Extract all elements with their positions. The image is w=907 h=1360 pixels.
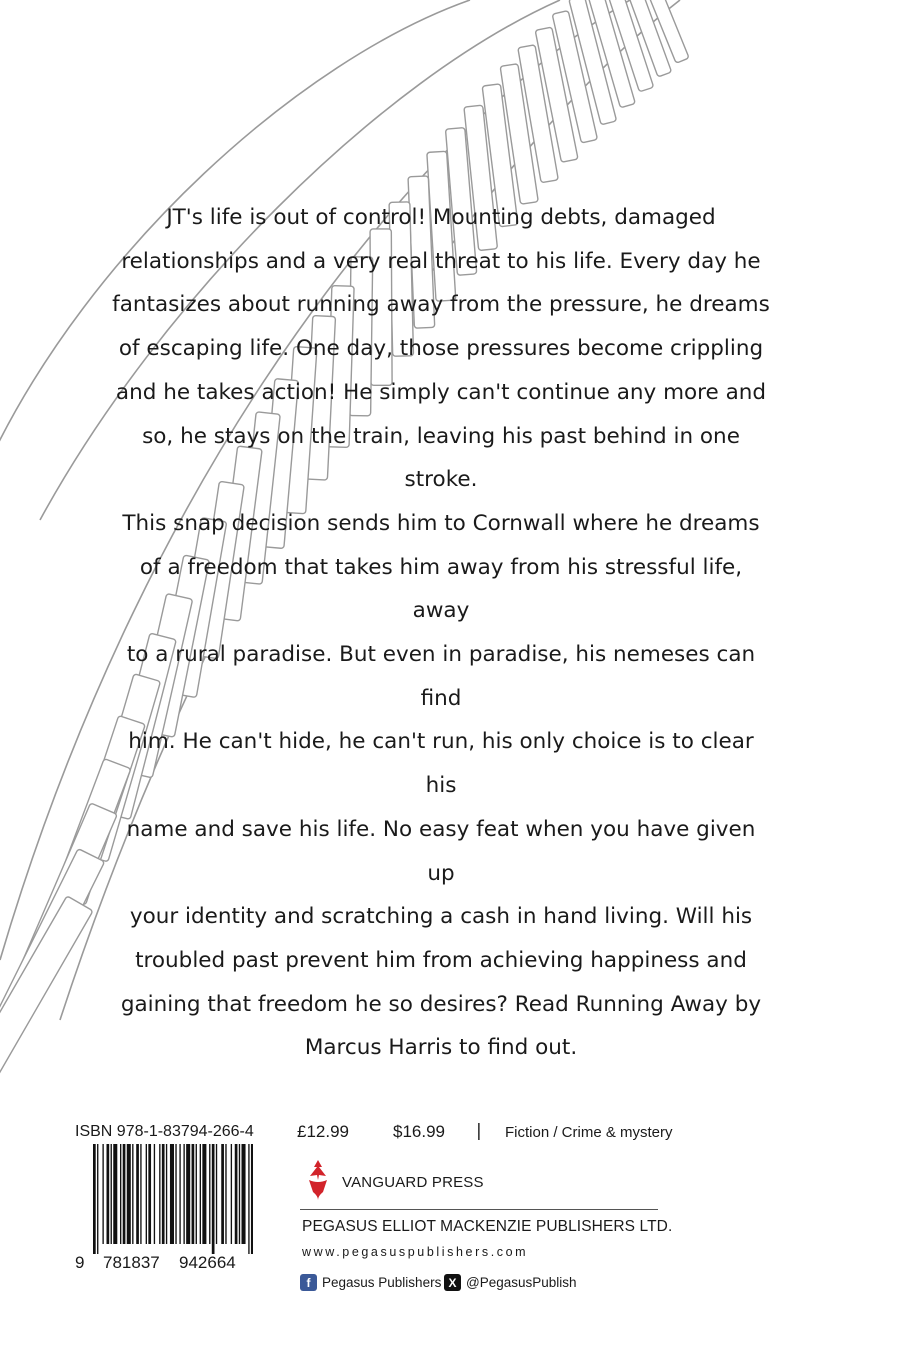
blurb-line: troubled past prevent him from achieving happiness and bbox=[135, 947, 747, 973]
publisher-name: PEGASUS ELLIOT MACKENZIE PUBLISHERS LTD. bbox=[302, 1218, 673, 1235]
barcode-bar bbox=[162, 1144, 165, 1244]
barcode-bar bbox=[248, 1144, 249, 1254]
barcode bbox=[93, 1144, 253, 1254]
twitter-handle[interactable] bbox=[444, 1274, 577, 1291]
barcode-bar bbox=[107, 1144, 110, 1244]
barcode-bar bbox=[200, 1144, 201, 1244]
barcode-bar bbox=[179, 1144, 180, 1244]
blurb-line: him. He can't hide, he can't run, his only choice is to clear his bbox=[128, 729, 754, 799]
facebook-icon: f bbox=[300, 1274, 317, 1291]
barcode-digits-lead: 9 bbox=[75, 1253, 85, 1272]
barcode-bar bbox=[221, 1144, 224, 1244]
blurb-line: Marcus Harris to find out. bbox=[304, 1035, 578, 1061]
price-gbp: £12.99 bbox=[297, 1122, 349, 1141]
separator: | bbox=[476, 1121, 482, 1141]
website-link[interactable]: www.pegasuspublishers.com bbox=[302, 1245, 529, 1259]
barcode-bar bbox=[251, 1144, 253, 1254]
blurb-line: fantasizes about running away from the pressure, he dreams bbox=[112, 292, 770, 318]
barcode-bar bbox=[97, 1144, 98, 1254]
twitter-label: @PegasusPublish bbox=[466, 1275, 577, 1290]
price-usd: $16.99 bbox=[393, 1122, 445, 1141]
barcode-bar bbox=[146, 1144, 147, 1244]
blurb-line: and he takes action! He simply can't continue any more and bbox=[115, 379, 767, 405]
barcode-bar bbox=[225, 1144, 226, 1244]
facebook-handle[interactable] bbox=[300, 1274, 441, 1291]
x-icon: X bbox=[444, 1274, 461, 1291]
book-blurb bbox=[110, 196, 772, 1070]
blurb-line: name and save his life. No easy feat when you have given up bbox=[126, 816, 756, 886]
blurb-line: This snap decision sends him to Cornwall where he dreams bbox=[122, 510, 760, 536]
barcode-bar bbox=[175, 1144, 176, 1244]
barcode-bar bbox=[239, 1144, 240, 1244]
blurb-line: so, he stays on the train, leaving his past behind in one stroke. bbox=[142, 423, 740, 493]
blurb-line: to a rural paradise. But even in paradise, his nemeses can find bbox=[126, 642, 756, 711]
blurb-line: your identity and scratching a cash in hand living. Will his bbox=[129, 904, 753, 930]
barcode-bar bbox=[242, 1144, 246, 1244]
barcode-bar bbox=[123, 1144, 126, 1244]
barcode-bar bbox=[93, 1144, 96, 1254]
barcode-bar bbox=[166, 1144, 167, 1244]
book-logo-icon bbox=[306, 1158, 330, 1200]
barcode-bar bbox=[196, 1144, 197, 1244]
barcode-bar bbox=[132, 1144, 133, 1244]
imprint-name: VANGUARD PRESS bbox=[342, 1174, 484, 1191]
divider bbox=[300, 1209, 658, 1210]
barcode-bar bbox=[231, 1144, 232, 1244]
blurb-line: of a freedom that takes him away from his stressful life, away bbox=[139, 554, 743, 624]
barcode-bar bbox=[186, 1144, 190, 1244]
barcode-bar bbox=[209, 1144, 210, 1244]
barcode-bar bbox=[148, 1144, 151, 1244]
barcode-bar bbox=[212, 1144, 215, 1254]
barcode-bar bbox=[111, 1144, 112, 1244]
barcode-bar bbox=[120, 1144, 121, 1244]
barcode-digits-right: 942664 bbox=[179, 1253, 236, 1272]
barcode-bar bbox=[102, 1144, 103, 1244]
genre-label: Fiction / Crime & mystery bbox=[505, 1124, 673, 1141]
barcode-bar bbox=[183, 1144, 184, 1244]
barcode-bar bbox=[113, 1144, 117, 1244]
barcode-bar bbox=[170, 1144, 174, 1244]
blurb-line: of escaping life. One day, those pressures become crippling bbox=[118, 336, 764, 362]
barcode-bar bbox=[154, 1144, 155, 1244]
barcode-bar bbox=[140, 1144, 141, 1244]
barcode-bar bbox=[127, 1144, 131, 1244]
blurb-line: relationships and a very real threat to his life. Every day he bbox=[121, 248, 761, 274]
barcode-bar bbox=[159, 1144, 160, 1244]
barcode-digits-left: 781837 bbox=[103, 1253, 160, 1272]
barcode-bar bbox=[202, 1144, 206, 1244]
barcode-bar bbox=[192, 1144, 195, 1244]
barcode-bar bbox=[216, 1144, 217, 1244]
barcode-bar bbox=[136, 1144, 139, 1244]
blurb-line: gaining that freedom he so desires? Read Running Away by bbox=[120, 991, 762, 1017]
blurb-line: JT's life is out of control! Mounting debts, damaged bbox=[166, 205, 716, 230]
barcode-bar bbox=[235, 1144, 238, 1244]
facebook-label: Pegasus Publishers bbox=[322, 1275, 442, 1290]
isbn-number: ISBN 978-1-83794-266-4 bbox=[75, 1123, 254, 1140]
